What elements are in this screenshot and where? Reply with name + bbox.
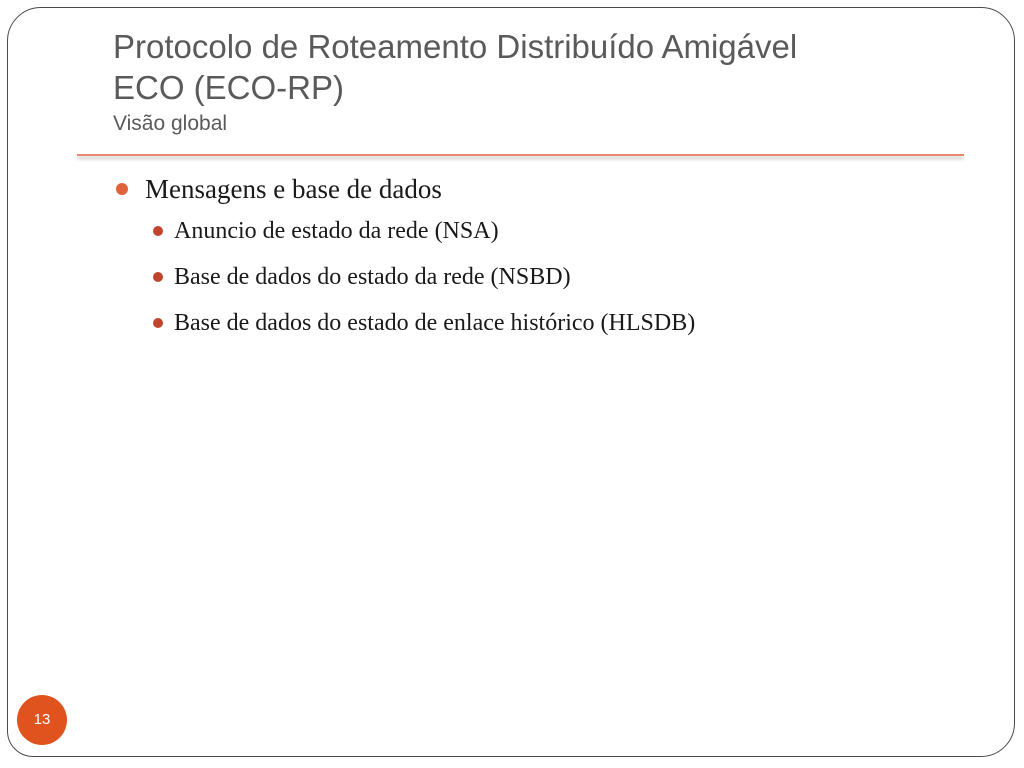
bullet-dot-icon: [116, 183, 128, 195]
bullet-dot-icon: [153, 272, 163, 282]
bullet-text: Base de dados do estado de enlace histórico (HLSDB): [174, 310, 696, 336]
bullet-text: Anuncio de estado da rede (NSA): [174, 218, 499, 244]
slide-subtitle: Visão global: [113, 112, 228, 135]
slide-title-line-2: ECO (ECO-RP): [113, 69, 344, 106]
bullet-item-level-2: [115, 208, 975, 254]
slide-title-line-1: Protocolo de Roteamento Distribuído Amigável: [113, 28, 798, 65]
bullet-dot-icon: [153, 318, 163, 328]
bullet-text: Base de dados do estado da rede (NSBD): [174, 264, 571, 290]
bullet-item-level-2: [115, 254, 975, 300]
bullet-item-level-2: [115, 300, 975, 346]
bullet-item-level-1: [115, 170, 975, 208]
page-number-badge: 13: [17, 695, 67, 745]
bullet-text: Mensagens e base de dados: [145, 174, 442, 204]
slide-title-block: [113, 26, 963, 137]
title-divider: [77, 154, 964, 156]
bullet-dot-icon: [153, 226, 163, 236]
slide-content: [115, 170, 975, 346]
